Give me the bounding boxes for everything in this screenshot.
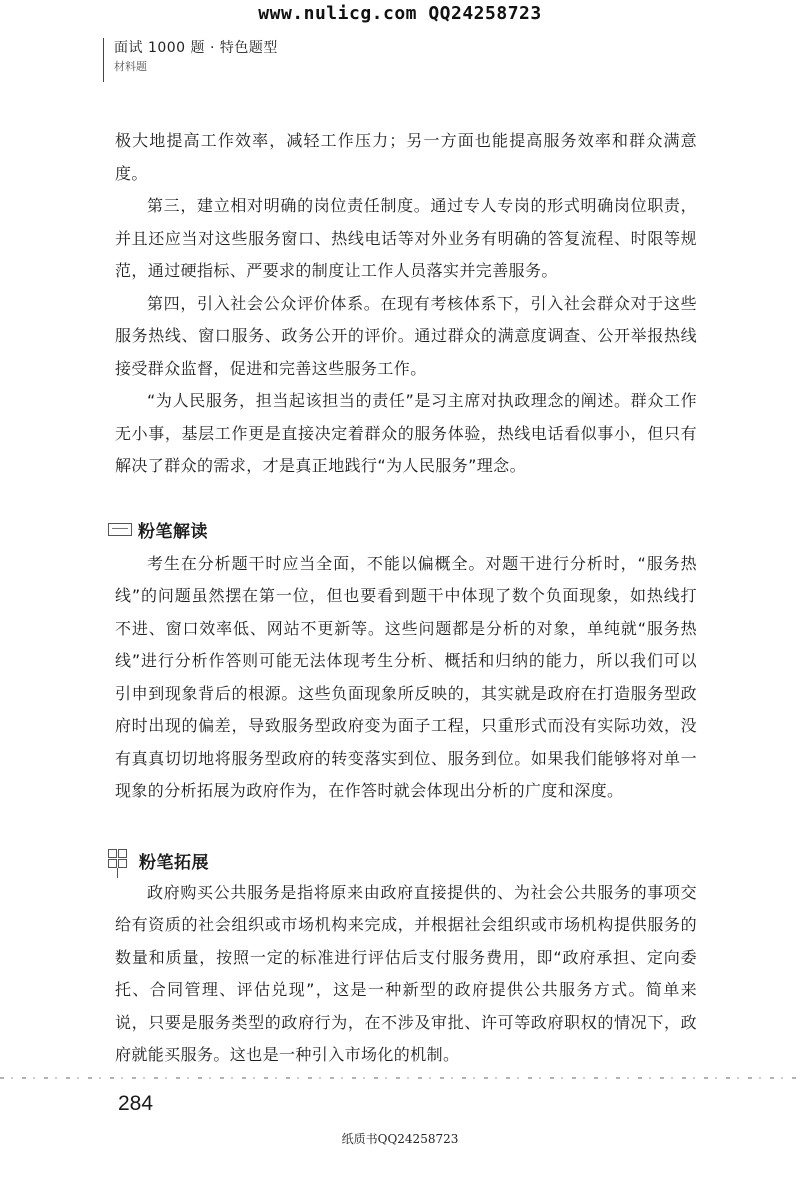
paragraph-point-three: 第三，建立相对明确的岗位责任制度。通过专人专岗的形式明确岗位职责，并且还应当对这些服务窗口、热线电话等对外业务有明确的答复流程、时限等规范，通过硬指标、严要求的制度让工作人员落实并完善服务。	[115, 196, 697, 280]
bottom-watermark: 纸质书QQ24258723	[341, 1132, 459, 1146]
paragraph-tuozhan: 政府购买公共服务是指将原来由政府直接提供的、为社会公共服务的事项交给有资质的社会组织或市场机构来完成，并根据社会组织或市场机构提供服务的数量和质量，按照一定的标准进行评估后支付服务费用，即“政府承担、定向委托、合同管理、评估兑现”，这是一种新型的政府提供公共服务方式。简单来说，只要是服务类型的政府行为，在不涉及审批、许可等政府职权的情况下，政府就能买服务。这也是一种引入市场化的机制。	[115, 882, 697, 1064]
paragraph-jiedu: 考生在分析题干时应当全面，不能以偏概全。对题干进行分析时，“服务热线”的问题虽然摆在第一位，但也要看到题干中体现了数个负面现象，如热线打不进、窗口效率低、网站不更新等。这些问题都是分析的对象，单纯就“服务热线”进行分析作答则可能无法体现考生分析、概括和归纳的能力，所以我们可以引申到现象背后的根源。这些负面现象所反映的，其实就是政府在打造服务型政府时出现的偏差，导致服务型政府变为面子工程，只重形式而没有实际功效，没有真真切切地将服务型政府的转变落实到位、服务到位。如果我们能够将对单一现象的分析拓展为政府作为，在作答时就会体现出分析的广度和深度。	[115, 553, 697, 800]
page-content	[115, 125, 697, 1072]
top-watermark: www.nulicg.com QQ24258723	[258, 3, 542, 24]
grid-icon	[108, 849, 127, 868]
running-header	[103, 38, 278, 82]
section-heading-tuozhan	[108, 848, 697, 873]
scan-artifact-line	[0, 1077, 800, 1079]
section-heading-jiedu-label: 粉笔解读	[138, 521, 208, 542]
page-number: 284	[118, 1092, 154, 1115]
paragraph-point-four: 第四，引入社会公众评价体系。在现有考核体系下，引入社会群众对于这些服务热线、窗口服务、政务公开的评价。通过群众的满意度调查、公开举报热线接受群众监督，促进和完善这些服务工作。	[115, 293, 697, 378]
book-icon	[108, 523, 132, 536]
section-heading-tuozhan-label: 粉笔拓展	[139, 852, 209, 873]
section-label: 材料题	[114, 60, 147, 73]
section-heading-jiedu	[108, 517, 697, 542]
paragraph-conclusion: “为人民服务，担当起该担当的责任”是习主席对执政理念的阐述。群众工作无小事，基层工作更是直接决定着群众的服务体验，热线电话看似事小，但只有解决了群众的需求，才是真正地践行“为人民服务”理念。	[115, 391, 697, 475]
book-title: 面试 1000 题 · 特色题型	[114, 40, 278, 56]
paragraph-continuation: 极大地提高工作效率，减轻工作压力；另一方面也能提高服务效率和群众满意度。	[115, 131, 697, 183]
